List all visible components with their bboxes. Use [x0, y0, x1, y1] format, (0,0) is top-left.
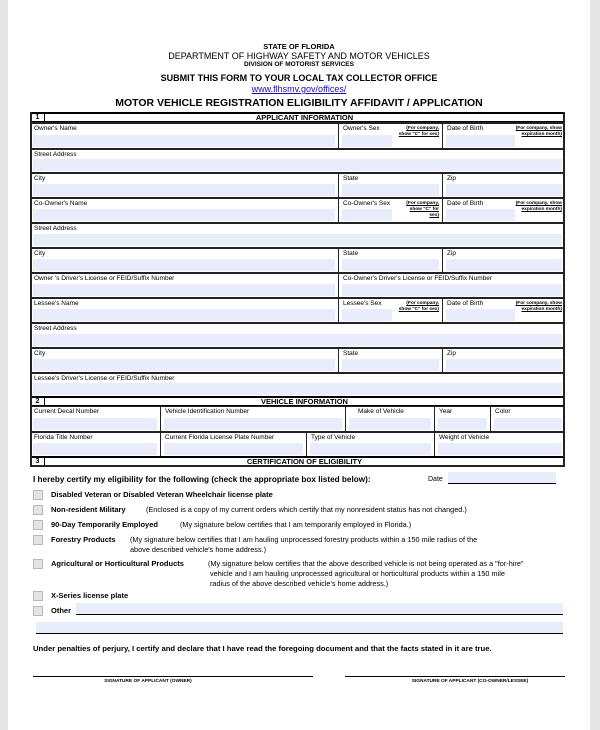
coowner-city-row [30, 247, 565, 272]
coowner-zip-field[interactable]: Zip [443, 249, 565, 272]
vehicle-row-1 [30, 406, 565, 431]
make-field[interactable]: Make of Vehicle [346, 407, 435, 431]
form-header [8, 0, 590, 110]
agricultural-products-checkbox[interactable] [33, 559, 43, 569]
form-title: MOTOR VEHICLE REGISTRATION ELIGIBILITY AFFIDAVIT / APPLICATION [115, 97, 483, 109]
coowner-signature-label: SIGNATURE OF APPLICANT (CO-OWNER/LESSEE) [411, 679, 529, 684]
lessee-zip-field[interactable]: Zip [443, 349, 565, 372]
section-1-number: 1 [31, 114, 45, 121]
plate-number-field[interactable]: Current Florida License Plate Number [161, 433, 307, 456]
forestry-products-checkbox[interactable] [33, 535, 43, 545]
section-1-header [30, 112, 565, 122]
owner-street-row [30, 148, 565, 172]
coowner-row [30, 197, 565, 222]
other-field-continued[interactable] [36, 622, 563, 634]
lessee-state-field[interactable]: State [339, 349, 443, 372]
state-heading: STATE OF FLORIDA [263, 42, 335, 51]
section-2-number: 2 [31, 398, 45, 405]
lessee-street-row [30, 322, 565, 347]
owner-dob-field[interactable]: Date of Birth (For company, show expiration month) [443, 124, 565, 148]
license-row [30, 272, 565, 297]
lessee-license-row [30, 372, 565, 396]
owner-city-row [30, 172, 565, 197]
owner-row [30, 122, 565, 148]
certify-statement: I hereby certify my eligibility for the following (check the appropriate box listed below): [33, 475, 371, 484]
owners-sex-field[interactable]: Owner's Sex (For company, show "C" for sex) [339, 124, 443, 148]
vehicle-weight-field[interactable]: Weight of Vehicle [435, 433, 565, 456]
x-series-plate-checkbox[interactable] [33, 591, 43, 601]
title-number-field[interactable]: Florida Title Number [30, 433, 161, 456]
submit-instruction: SUBMIT THIS FORM TO YOUR LOCAL TAX COLLECTOR OFFICE [160, 73, 438, 83]
owner-license-field[interactable]: Owner 's Driver's License or FEID/Suffix Number [30, 274, 339, 297]
lessee-street-address-field[interactable]: Street Address [30, 324, 565, 347]
lessee-license-field[interactable]: Lessee's Driver's License or FEID/Suffix Number [30, 374, 565, 396]
coowners-name-field[interactable]: Co-Owner's Name [30, 199, 339, 222]
owner-zip-field[interactable]: Zip [443, 174, 565, 197]
section-2-header [30, 396, 565, 406]
section-3-title: CERTIFICATION OF ELIGIBILITY [246, 457, 363, 466]
coowner-license-field[interactable]: Co-Owner's Driver's License or FEID/Suffix Number [339, 274, 565, 297]
vin-field[interactable]: Vehicle Identification Number [161, 407, 346, 431]
vehicle-row-2 [30, 431, 565, 456]
coowner-city-field[interactable]: City [30, 249, 339, 272]
90-day-employed-checkbox[interactable] [33, 520, 43, 530]
year-field[interactable]: Year [435, 407, 491, 431]
owner-city-field[interactable]: City [30, 174, 339, 197]
non-resident-military-checkbox[interactable] [33, 505, 43, 515]
owner-street-address-field[interactable]: Street Address [30, 150, 565, 172]
lessees-sex-field[interactable]: Lessee's Sex (For company, show "C" for sex) [339, 299, 443, 322]
date-label: Date [428, 476, 443, 483]
disabled-veteran-checkbox[interactable] [33, 490, 43, 500]
other-checkbox[interactable] [33, 606, 43, 616]
department-heading: DEPARTMENT OF HIGHWAY SAFETY AND MOTOR VEHICLES [168, 51, 430, 61]
coowners-sex-field[interactable]: Co-Owner's Sex (For company, show "C" for sex) [339, 199, 443, 222]
date-field[interactable] [448, 472, 556, 484]
coowner-dob-field[interactable]: Date of Birth (For company, show expiration month) [443, 199, 565, 222]
section-1-title: APPLICANT INFORMATION [255, 113, 354, 122]
other-field[interactable] [76, 603, 563, 615]
owner-signature-line[interactable] [33, 676, 313, 677]
owners-name-field[interactable]: Owner's Name [30, 124, 339, 148]
perjury-statement: Under penalties of perjury, I certify and declare that I have read the foregoing document and that the facts stated in it are true. [33, 644, 492, 653]
vehicle-type-field[interactable]: Type of Vehicle [307, 433, 435, 456]
division-heading: DIVISION OF MOTORIST SERVICES [244, 61, 354, 68]
section-3-header [30, 456, 565, 467]
section-3-number: 3 [31, 458, 45, 466]
coowner-signature-line[interactable] [345, 676, 565, 677]
owner-state-field[interactable]: State [339, 174, 443, 197]
coowner-street-row [30, 222, 565, 247]
color-field[interactable]: Color [491, 407, 565, 431]
coowner-state-field[interactable]: State [339, 249, 443, 272]
lessee-city-row [30, 347, 565, 372]
section-2-title: VEHICLE INFORMATION [261, 397, 348, 406]
lessees-name-field[interactable]: Lessee's Name [30, 299, 339, 322]
coowner-street-address-field[interactable]: Street Address [30, 224, 565, 247]
lessee-row [30, 297, 565, 322]
lessee-city-field[interactable]: City [30, 349, 339, 372]
lessee-dob-field[interactable]: Date of Birth (For company, show expiration month) [443, 299, 565, 322]
offices-link[interactable]: www.flhsmv.gov/offices/ [251, 84, 347, 94]
owner-signature-label: SIGNATURE OF APPLICANT (OWNER) [104, 679, 192, 684]
decal-number-field[interactable]: Current Decal Number [30, 407, 161, 431]
